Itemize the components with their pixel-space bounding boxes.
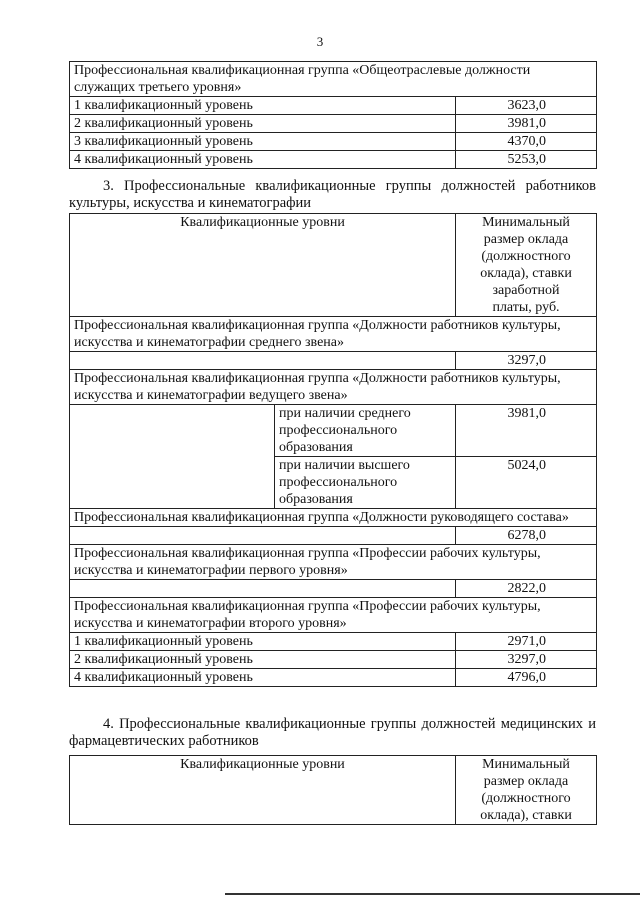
- condition-cell: при наличии среднего профессионального образования: [275, 405, 456, 457]
- salary-cell: 2971,0: [456, 633, 597, 651]
- salary-cell: 3623,0: [456, 97, 597, 115]
- header-salary-line: (должностного: [481, 791, 571, 806]
- header-salary-line: оклада), ставки: [480, 266, 572, 281]
- header-salary-line: оклада), ставки: [480, 808, 572, 823]
- header-levels: Квалификационные уровни: [70, 756, 456, 825]
- header-salary-line: заработной: [492, 283, 560, 298]
- table-row: [70, 370, 597, 405]
- section-3-heading: [69, 178, 596, 212]
- table-row: [70, 405, 597, 457]
- table-general-positions: [69, 61, 597, 169]
- table-row: [70, 133, 597, 151]
- header-salary-line: платы, руб.: [492, 300, 560, 315]
- header-salary: [456, 756, 597, 825]
- section-4-heading-text: 4. Профессиональные квалификационные группы должностей медицинских и фармацевтических работников: [69, 716, 596, 749]
- level-cell: 4 квалификационный уровень: [70, 669, 456, 687]
- salary-cell: 3297,0: [456, 651, 597, 669]
- group-title: Профессиональная квалификационная группа «Профессии рабочих культуры, искусства и кинематографии второго уровня»: [70, 598, 597, 633]
- salary-cell: 3297,0: [456, 352, 597, 370]
- empty-cell: [70, 405, 275, 509]
- header-salary-line: Минимальный: [482, 757, 570, 772]
- empty-cell: [70, 527, 456, 545]
- salary-cell: 6278,0: [456, 527, 597, 545]
- table-medical-positions: [69, 755, 597, 825]
- empty-cell: [70, 580, 456, 598]
- header-salary-line: размер оклада: [483, 232, 569, 247]
- group-title: Профессиональная квалификационная группа «Должности работников культуры, искусства и кинематографии среднего звена»: [70, 317, 597, 352]
- table-row: [70, 598, 597, 633]
- salary-cell: 2822,0: [456, 580, 597, 598]
- level-cell: 4 квалификационный уровень: [70, 151, 456, 169]
- table-header-row: [70, 756, 597, 825]
- table-row: [70, 580, 597, 598]
- table-row: [70, 151, 597, 169]
- section-4-heading: [69, 716, 596, 750]
- salary-cell: 3981,0: [456, 405, 597, 457]
- level-cell: 3 квалификационный уровень: [70, 133, 456, 151]
- header-salary: [456, 214, 597, 317]
- group-title: Профессиональная квалификационная группа «Должности работников культуры, искусства и кинематографии ведущего звена»: [70, 370, 597, 405]
- header-salary-line: Минимальный: [482, 215, 570, 230]
- salary-cell: 5024,0: [456, 457, 597, 509]
- condition-cell: при наличии высшего профессионального образования: [275, 457, 456, 509]
- table-row: [70, 115, 597, 133]
- table-row: [70, 97, 597, 115]
- group-title: Профессиональная квалификационная группа «Профессии рабочих культуры, искусства и кинематографии первого уровня»: [70, 545, 597, 580]
- table-header-row: [70, 214, 597, 317]
- salary-cell: 4796,0: [456, 669, 597, 687]
- salary-cell: 5253,0: [456, 151, 597, 169]
- table-row: [70, 651, 597, 669]
- salary-cell: 4370,0: [456, 133, 597, 151]
- section-3-heading-text: 3. Профессиональные квалификационные группы должностей работников культуры, искусства и кинематографии: [69, 178, 596, 211]
- page-number: 3: [316, 34, 324, 49]
- table-culture-positions: [69, 213, 597, 687]
- level-cell: 2 квалификационный уровень: [70, 651, 456, 669]
- header-salary-line: размер оклада: [483, 774, 569, 789]
- table-row: [70, 317, 597, 352]
- table-row: [70, 62, 597, 97]
- scan-edge-line: [225, 893, 640, 895]
- empty-cell: [70, 352, 456, 370]
- table-row: [70, 527, 597, 545]
- table-row: [70, 669, 597, 687]
- header-levels: Квалификационные уровни: [70, 214, 456, 317]
- table-row: [70, 509, 597, 527]
- header-salary-line: (должностного: [481, 249, 571, 264]
- table-row: [70, 545, 597, 580]
- table-row: [70, 633, 597, 651]
- salary-cell: 3981,0: [456, 115, 597, 133]
- group-title: Профессиональная квалификационная группа «Общеотраслевые должности служащих третьего уровня»: [70, 62, 597, 97]
- level-cell: 1 квалификационный уровень: [70, 97, 456, 115]
- level-cell: 2 квалификационный уровень: [70, 115, 456, 133]
- level-cell: 1 квалификационный уровень: [70, 633, 456, 651]
- table-row: [70, 352, 597, 370]
- group-title: Профессиональная квалификационная группа «Должности руководящего состава»: [70, 509, 597, 527]
